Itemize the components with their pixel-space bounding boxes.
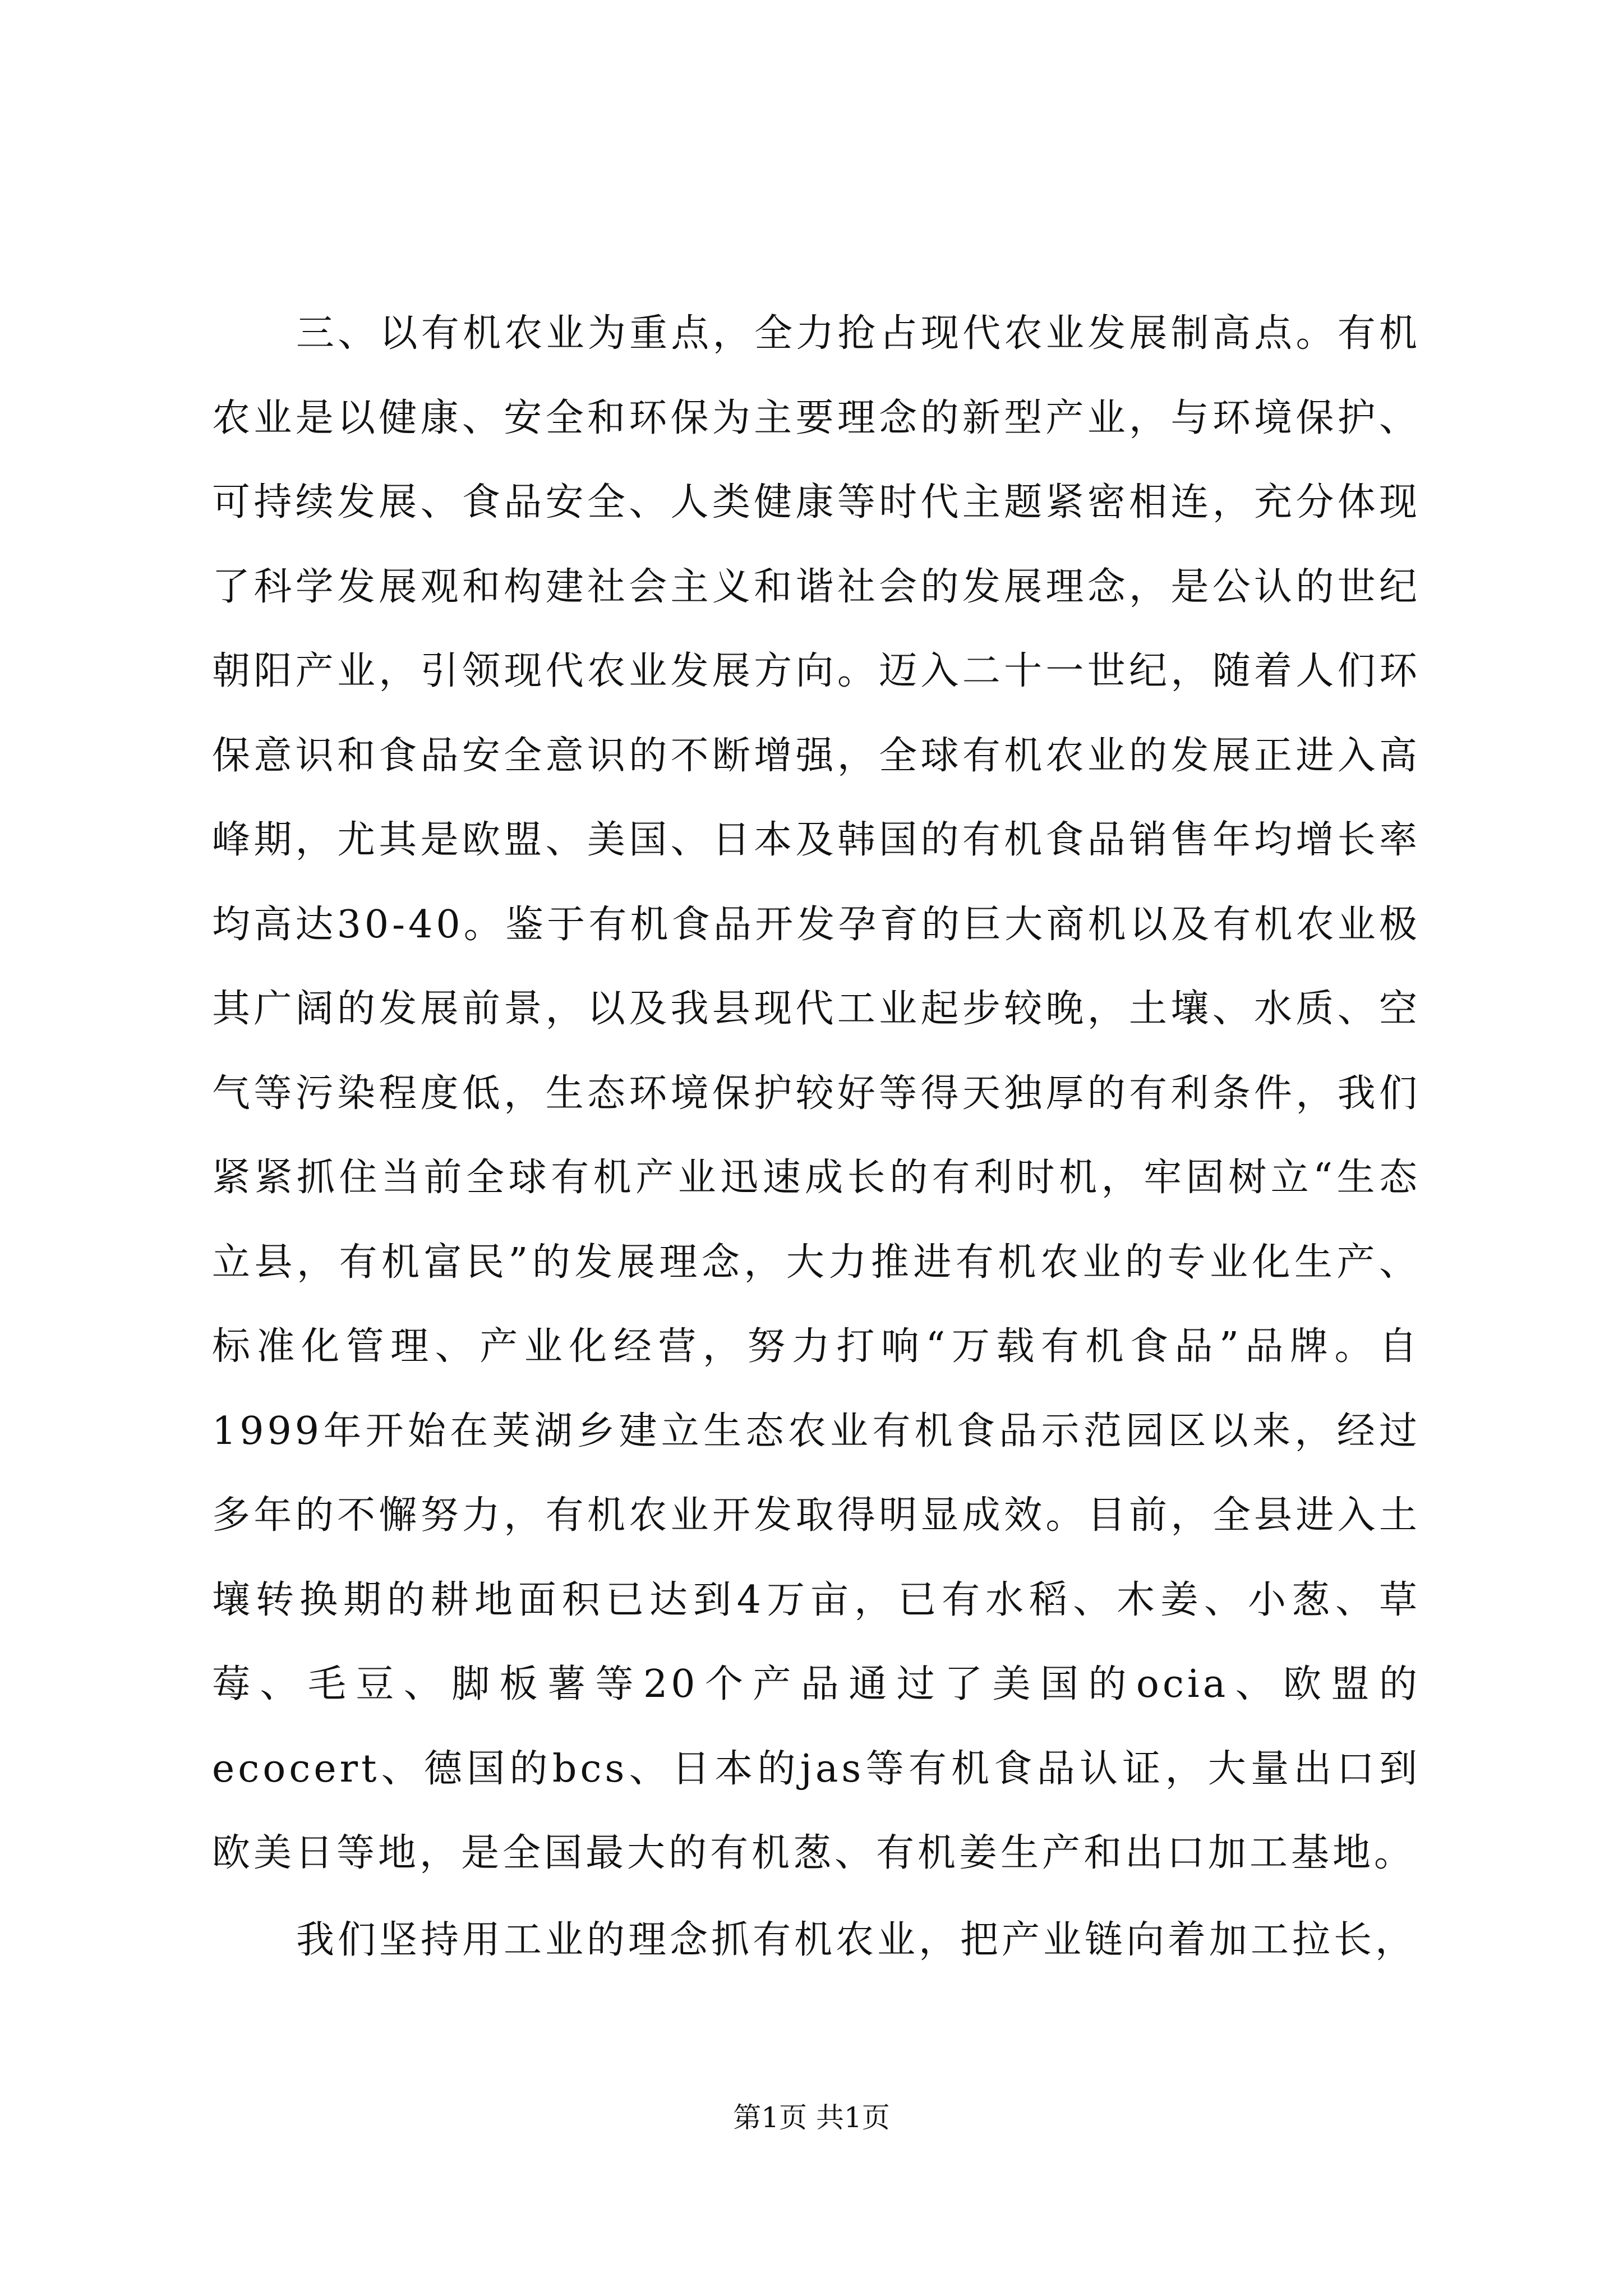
paragraph-industrial-approach: 我们坚持用工业的理念抓有机农业，把产业链向着加工拉长，: [296, 1917, 1417, 1962]
paragraph-organic-agriculture: 三、以有机农业为重点，全力抢占现代农业发展制高点。有机农业是以健康、安全和环保为主要理念的新型产业，与环境保护、可持续发展、食品安全、人类健康等时代主题紧密相连，充分体现了科学发展观和构建社会主义和谐社会的发展理念，是公认的世纪朝阳产业，引领现代农业发展方向。迈入二十一世纪，随着人们环保意识和食品安全意识的不断增强，全球有机农业的发展正进入高峰期，尤其是欧盟、美国、日本及韩国的有机食品销售年均增长率均高达30-40。鉴于有机食品开发孕育的巨大商机以及有机农业极其广阔的发展前景，以及我县现代工业起步较晚，土壤、水质、空气等污染程度低，生态环境保护较好等得天独厚的有利条件，我们紧紧抓住当前全球有机产业迅速成长的有利时机，牢固树立“生态立县，有机富民”的发展理念，大力推进有机农业的专业化生产、标准化管理、产业化经营，努力打响“万载有机食品”品牌。自1999年开始在荚湖乡建立生态农业有机食品示范园区以来，经过多年的不懈努力，有机农业开发取得明显成效。目前，全县进入土壤转换期的耕地面积已达到4万亩，已有水稻、木姜、小葱、草莓、毛豆、脚板薯等20个产品通过了美国的ocia、欧盟的ecocert、德国的bcs、日本的jas等有机食品认证，大量出口到欧美日等地，是全国最大的有机葱、有机姜生产和出口加工基地。: [212, 311, 1421, 1875]
document-body: [212, 292, 1421, 1982]
page-number-footer: 第1页 共1页: [733, 2101, 890, 2134]
